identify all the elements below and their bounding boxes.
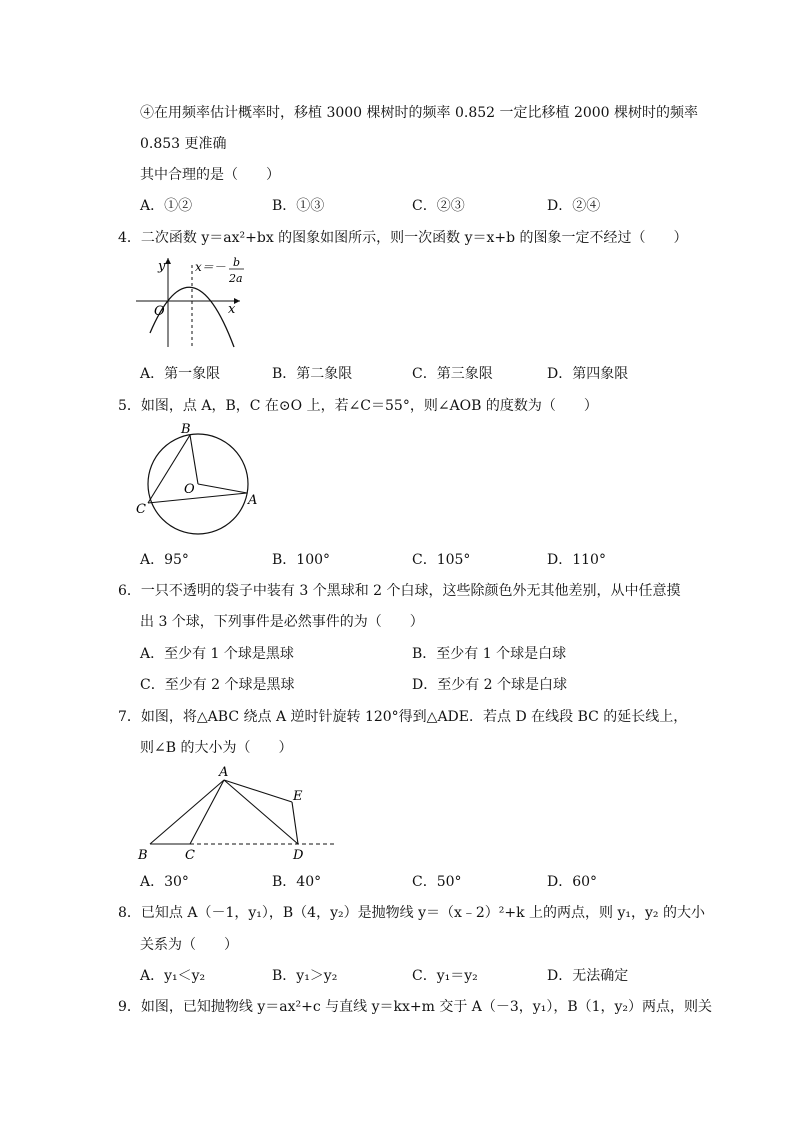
q6-option-d: D．至少有 2 个球是白球 — [412, 677, 568, 693]
q3-statement-4-line2: 0.853 更准确 — [140, 136, 227, 152]
q8-option-d: D．无法确定 — [547, 968, 629, 984]
q5-option-c: C．105° — [412, 552, 471, 568]
q6-option-c: C．至少有 2 个球是黑球 — [140, 677, 295, 693]
q5-stem: 5．如图，点 A，B，C 在⊙O 上，若∠C＝55°，则∠AOB 的度数为（ ） — [118, 398, 598, 414]
label-c: C — [185, 848, 195, 863]
label-b: B — [181, 422, 191, 437]
label-a: A — [219, 765, 229, 780]
segment-ad — [224, 780, 298, 844]
q3-option-b: B．①③ — [272, 198, 325, 214]
q5-option-a: A．95° — [140, 552, 189, 568]
q7-option-c: C．50° — [412, 874, 462, 890]
q8-stem-line1: 8．已知点 A（－1，y₁），B（4，y₂）是抛物线 y＝（x﹣2）²+k 上的两点，则 y₁，y₂ 的大小 — [118, 905, 705, 921]
q6-option-b: B．至少有 1 个球是白球 — [412, 646, 567, 662]
q7-option-b: B．40° — [272, 874, 322, 890]
y-axis-arrow — [165, 258, 171, 264]
q6-stem-line2: 出 3 个球，下列事件是必然事件的为（ ） — [140, 614, 424, 630]
q4-parabola-figure — [136, 255, 246, 350]
segment-ba — [150, 780, 224, 844]
fraction-numerator: b — [233, 256, 241, 269]
q9-stem: 9．如图，已知抛物线 y＝ax²+c 与直线 y＝kx+m 交于 A（－3，y₁），B（1，y₂）两点，则关 — [118, 999, 713, 1015]
q4-option-a: A．第一象限 — [140, 366, 221, 382]
q8-option-b: B．y₁＞y₂ — [272, 968, 338, 984]
segment-ed — [292, 802, 298, 844]
label-a: A — [248, 493, 258, 508]
q6-option-a: A．至少有 1 个球是黑球 — [140, 646, 294, 662]
q5-circle-figure — [134, 420, 264, 542]
q4-option-c: C．第三象限 — [412, 366, 493, 382]
fraction-denominator: 2a — [229, 272, 243, 285]
symmetry-eq-prefix: x＝－ — [195, 260, 226, 274]
label-c: C — [136, 502, 146, 517]
q6-stem-line1: 6．一只不透明的袋子中装有 3 个黑球和 2 个白球，这些除颜色外无其他差别，从中任意摸 — [118, 583, 681, 599]
label-o: O — [184, 482, 195, 497]
segment-ca — [148, 493, 247, 503]
segment-ca — [190, 780, 224, 844]
label-d: D — [293, 848, 304, 863]
q5-option-b: B．100° — [272, 552, 331, 568]
q8-option-a: A．y₁＜y₂ — [140, 968, 206, 984]
q7-rotation-figure — [134, 762, 344, 864]
q7-stem-line1: 7．如图，将△ABC 绕点 A 逆时针旋转 120°得到△ADE．若点 D 在线段 BC 的延长线上， — [118, 709, 688, 725]
q4-option-d: D．第四象限 — [547, 366, 629, 382]
q4-option-b: B．第二象限 — [272, 366, 353, 382]
q3-statement-4-line1: ④在用频率估计概率时，移植 3000 棵树时的频率 0.852 一定比移植 2000 棵树时的频率 — [140, 105, 699, 121]
y-axis-label: y — [158, 259, 166, 274]
q8-option-c: C．y₁＝y₂ — [412, 968, 478, 984]
segment-bo — [190, 435, 198, 484]
label-e: E — [293, 789, 303, 804]
q8-stem-line2: 关系为（ ） — [140, 937, 238, 953]
origin-label: O — [154, 304, 165, 319]
q7-stem-line2: 则∠B 的大小为（ ） — [140, 740, 293, 756]
q3-option-d: D．②④ — [547, 198, 601, 214]
x-axis-label: x — [228, 302, 236, 317]
q5-option-d: D．110° — [547, 552, 606, 568]
q3-option-c: C．②③ — [412, 198, 465, 214]
q7-option-d: D．60° — [547, 874, 598, 890]
q3-prompt: 其中合理的是（ ） — [140, 167, 280, 183]
q4-stem: 4．二次函数 y＝ax²+bx 的图象如图所示，则一次函数 y＝x+b 的图象一定不经过（ ） — [118, 230, 688, 246]
q3-option-a: A．①② — [140, 198, 193, 214]
segment-ae — [224, 780, 292, 802]
q7-option-a: A．30° — [140, 874, 189, 890]
label-b: B — [138, 848, 148, 863]
segment-oa — [198, 484, 247, 493]
